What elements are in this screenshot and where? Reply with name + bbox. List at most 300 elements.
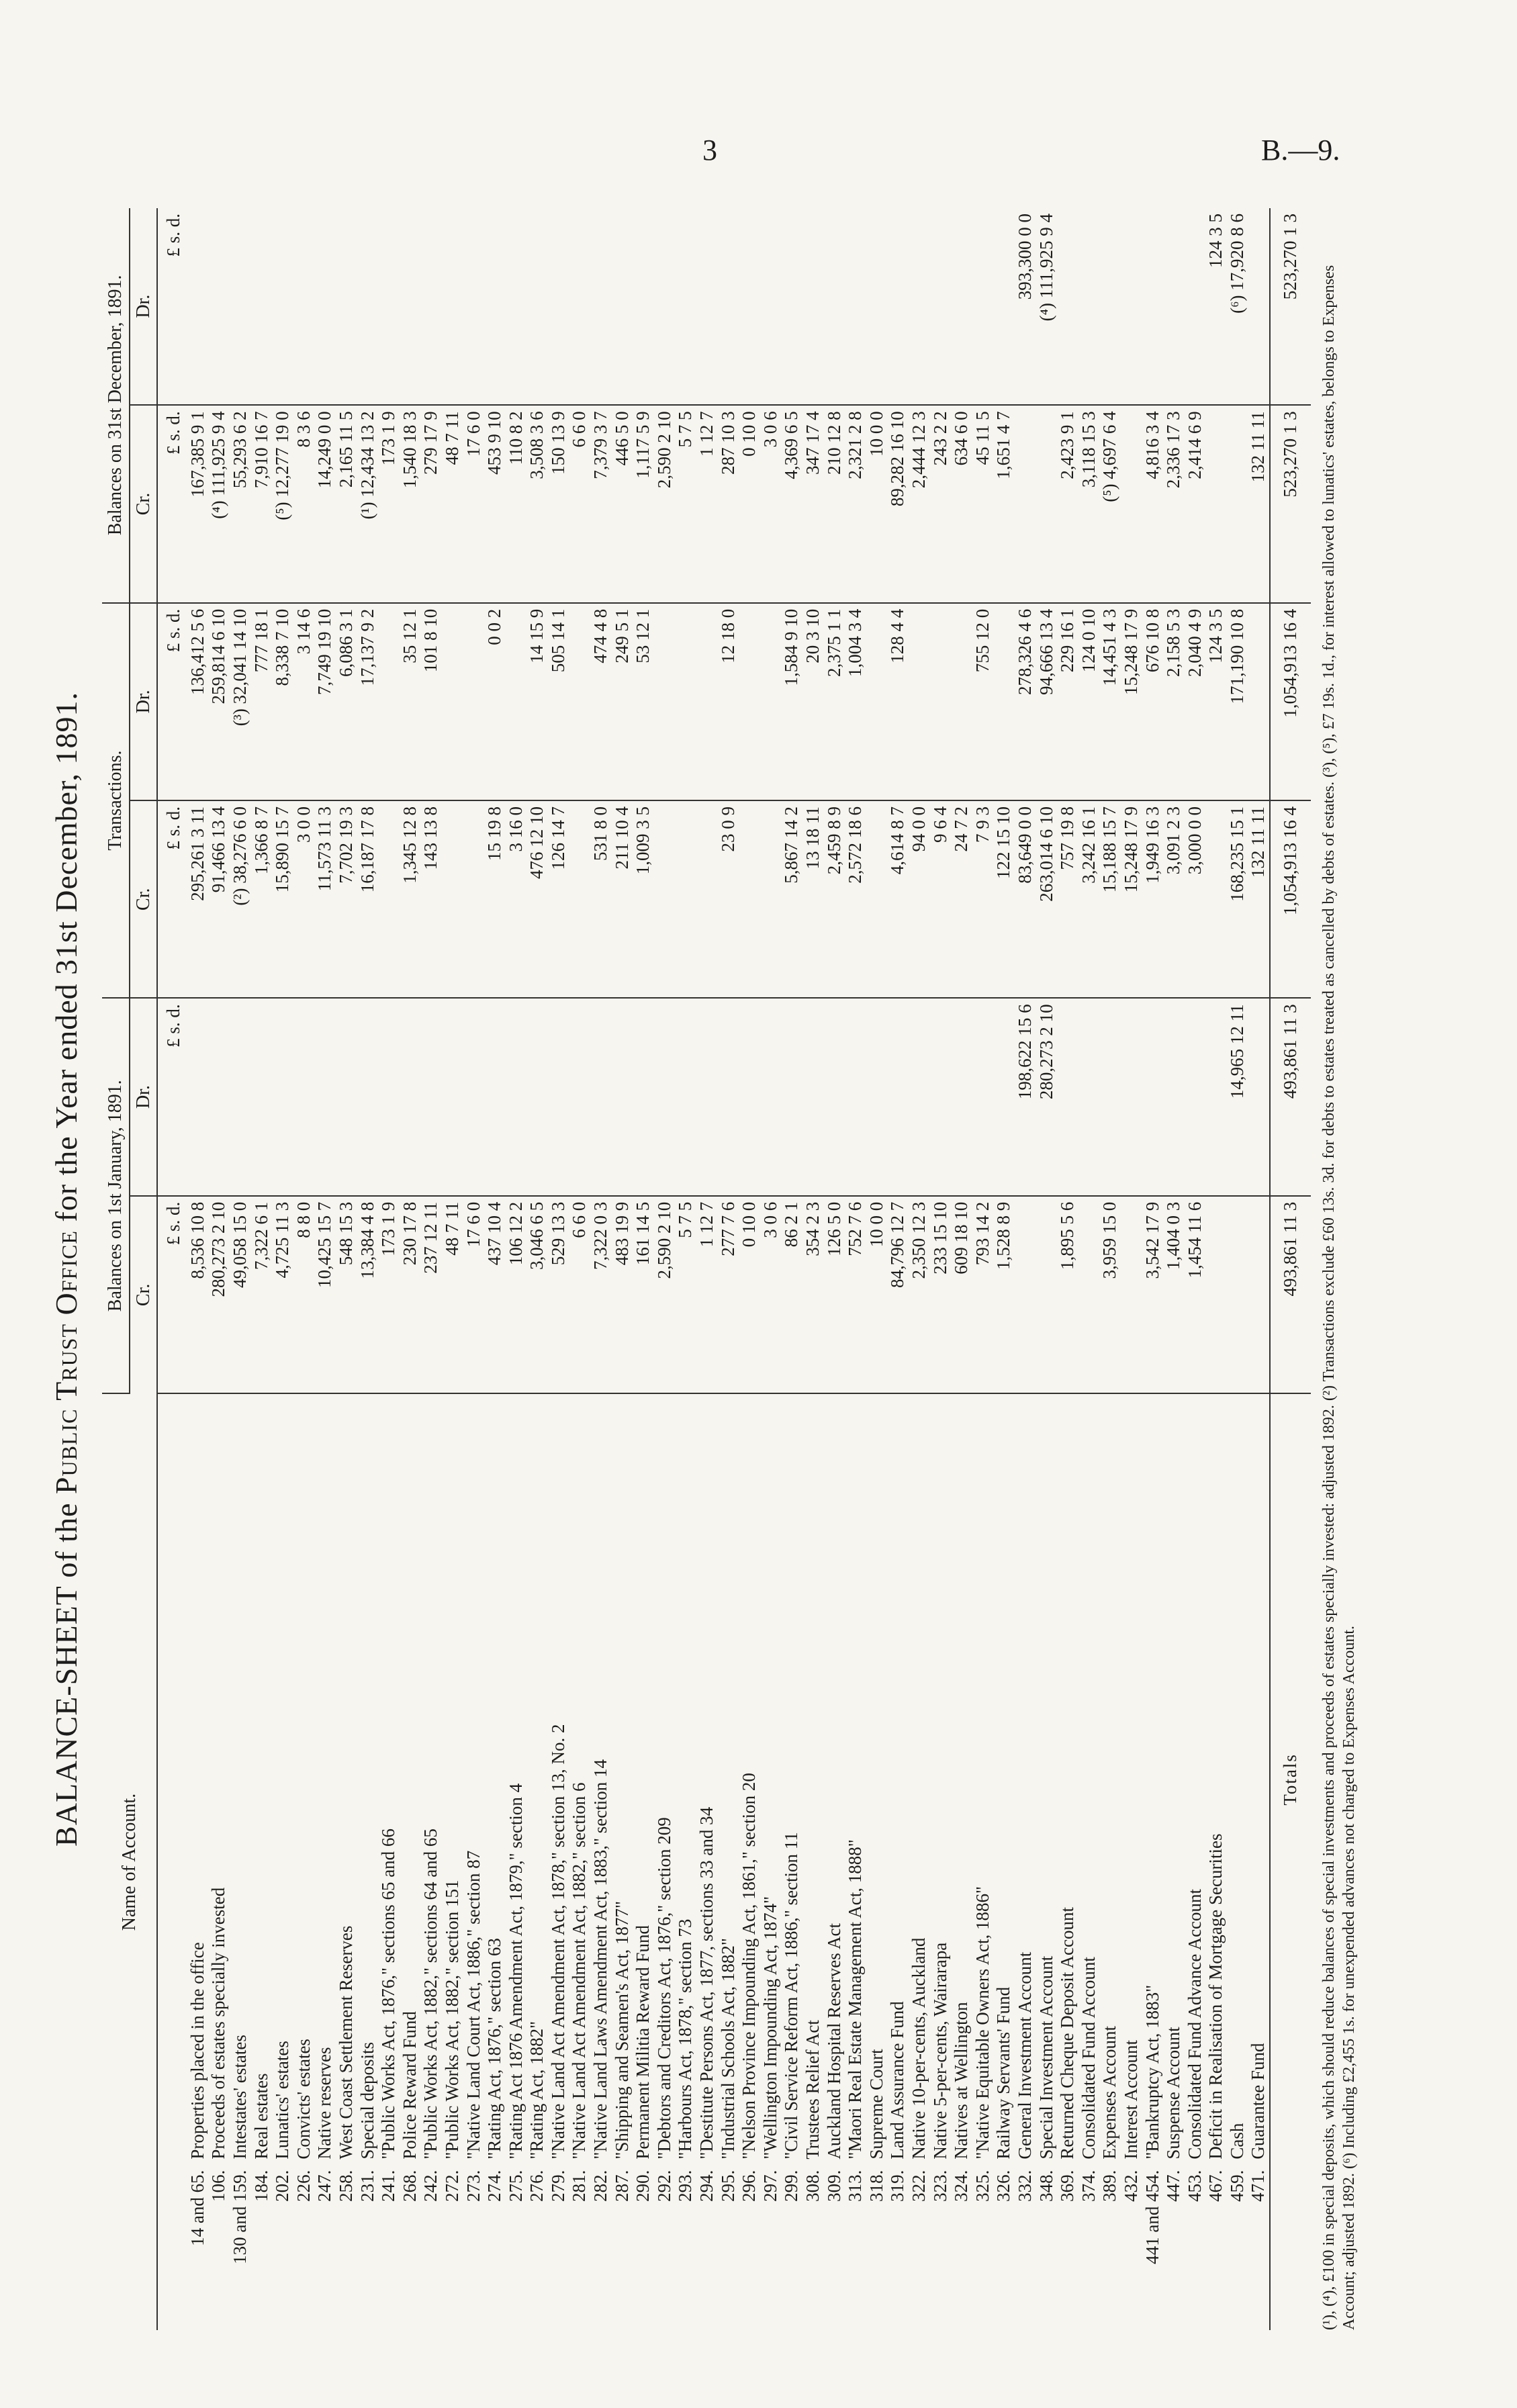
- transactions-dr: 474 4 8: [590, 603, 612, 800]
- transactions-dr: [463, 603, 485, 800]
- account-reference: 348.: [1036, 2170, 1056, 2202]
- name-header: Name of Account.: [102, 1393, 157, 2330]
- account-reference: 308.: [802, 2170, 823, 2202]
- table-row: [1142, 208, 1164, 2330]
- transactions-cr: 24 7 2: [951, 800, 972, 998]
- closing-dr: [187, 208, 209, 405]
- transactions-cr: 15 19 8: [484, 800, 506, 998]
- transactions-dr: [696, 603, 718, 800]
- closing-cr: (⁴) 111,925 9 4: [208, 405, 230, 602]
- transactions-cr: 1,009 3 5: [633, 800, 654, 998]
- opening-dr: [633, 998, 654, 1195]
- closing-dr: [654, 208, 676, 405]
- opening-dr: [314, 998, 336, 1195]
- account-name: "Shipping and Seamen's Act, 1877": [611, 1901, 632, 2160]
- table-row: [293, 208, 315, 2330]
- transactions-cr: [1205, 800, 1227, 998]
- opening-dr-header: Dr.: [130, 998, 158, 1195]
- closing-dr: [1099, 208, 1121, 405]
- account-reference: 294.: [696, 2170, 717, 2202]
- closing-cr: (¹) 12,434 13 2: [357, 405, 379, 602]
- transactions-cr: 23 0 9: [718, 800, 739, 998]
- transactions-dr: 12 18 0: [718, 603, 739, 800]
- closing-cr: 14,249 0 0: [314, 405, 336, 602]
- opening-dr: [718, 998, 739, 1195]
- table-row: [781, 208, 802, 2330]
- transactions-dr: 0 0 2: [484, 603, 506, 800]
- closing-cr: [1227, 405, 1248, 602]
- account-reference: 268.: [399, 2170, 420, 2202]
- closing-dr: [1121, 208, 1142, 405]
- table-row: [484, 208, 506, 2330]
- account-reference: 184.: [250, 2170, 271, 2202]
- transactions-cr: 1,345 12 8: [400, 800, 421, 998]
- account-reference: 471.: [1248, 2170, 1269, 2202]
- footnote-text: (¹), (⁴), £100 in special deposits, which should reduce balances of special investments and proceeds of estates specially invested: adjusted 1892. (²) Transactions exclude £60 13s. 3d. for debts to estates treated as cancelled by debts of estates. (³), (⁵), £7 19s. 1d., for interest allowed to lunatics' estates, belongs to Expenses Account; adjusted 1892. (⁶) Including £2,455 1s. for unexpended advances not charged to Expenses Account.: [1320, 265, 1358, 2330]
- transactions-cr: 3,091 2 3: [1163, 800, 1185, 998]
- closing-dr: [845, 208, 866, 405]
- closing-cr: 1,117 5 9: [633, 405, 654, 602]
- transactions-cr: [442, 800, 463, 998]
- opening-cr: [1248, 1196, 1270, 1393]
- transactions-dr: 755 12 0: [972, 603, 994, 800]
- closing-dr: [314, 208, 336, 405]
- transactions-cr: 1,366 8 7: [251, 800, 273, 998]
- opening-cr: 483 19 9: [612, 1196, 633, 1393]
- opening-dr: [208, 998, 230, 1195]
- table-row: [845, 208, 866, 2330]
- account-name: Trustees Relief Act: [802, 2020, 823, 2160]
- closing-cr: [1205, 405, 1227, 602]
- account-name: Proceeds of estates specially invested: [208, 1887, 229, 2160]
- total-transactions-dr: 1,054,913 16 4: [1270, 603, 1311, 800]
- opening-cr: [1036, 1196, 1058, 1393]
- closing-dr: [272, 208, 293, 405]
- transactions-cr: 3,000 0 0: [1185, 800, 1206, 998]
- closing-dr: [824, 208, 845, 405]
- closing-cr-header: Cr.: [130, 405, 158, 602]
- account-name: "Bankruptcy Act, 1883": [1142, 1984, 1162, 2160]
- opening-cr: 233 15 10: [930, 1196, 952, 1393]
- transactions-dr: 136,412 5 6: [187, 603, 209, 800]
- account-name: "Nelson Province Impounding Act, 1861," section 20: [739, 1773, 760, 2160]
- table-row: [1227, 208, 1248, 2330]
- closing-dr: [951, 208, 972, 405]
- table-row: [400, 208, 421, 2330]
- opening-dr: [845, 998, 866, 1195]
- closing-dr: [463, 208, 485, 405]
- transactions-dr: [993, 603, 1015, 800]
- transactions-cr: 2,459 8 9: [824, 800, 845, 998]
- account-reference: 247.: [314, 2170, 335, 2202]
- closing-dr: [633, 208, 654, 405]
- opening-cr: 1,528 8 9: [993, 1196, 1015, 1393]
- closing-dr: [378, 208, 400, 405]
- table-row: [251, 208, 273, 2330]
- opening-cr: 48 7 11: [442, 1196, 463, 1393]
- opening-cr: 86 2 1: [781, 1196, 802, 1393]
- transactions-dr: [951, 603, 972, 800]
- account-reference: 326.: [993, 2170, 1014, 2202]
- units-label: £ s. d.: [157, 405, 187, 602]
- opening-cr: 1,454 11 6: [1185, 1196, 1206, 1393]
- closing-dr: [675, 208, 696, 405]
- transactions-dr: [675, 603, 696, 800]
- account-name: Auckland Hospital Reserves Act: [823, 1923, 844, 2160]
- opening-dr: 280,273 2 10: [1036, 998, 1058, 1195]
- account-name: Native 5-per-cents, Wairarapa: [929, 1942, 950, 2160]
- closing-dr: [739, 208, 760, 405]
- closing-cr: 3,118 15 3: [1078, 405, 1100, 602]
- account-reference: 258.: [335, 2170, 356, 2202]
- transactions-dr: 505 14 1: [548, 603, 569, 800]
- closing-cr: 45 11 5: [972, 405, 994, 602]
- account-name: Convicts' estates: [293, 2039, 314, 2160]
- transactions-cr: 2,572 18 6: [845, 800, 866, 998]
- transactions-dr: 35 12 1: [400, 603, 421, 800]
- account-name: Consolidated Fund Account: [1078, 1957, 1099, 2160]
- closing-dr: [420, 208, 442, 405]
- closing-cr: 3,508 3 6: [526, 405, 548, 602]
- transactions-dr: 128 4 4: [887, 603, 909, 800]
- transactions-dr: [654, 603, 676, 800]
- closing-dr: [612, 208, 633, 405]
- account-reference: 281.: [569, 2170, 590, 2202]
- opening-dr: [654, 998, 676, 1195]
- account-reference: 295.: [717, 2170, 738, 2202]
- transactions-dr: 2,158 5 3: [1163, 603, 1185, 800]
- transactions-cr: [569, 800, 590, 998]
- closing-cr: 2,165 11 5: [336, 405, 357, 602]
- account-reference: 274.: [484, 2170, 505, 2202]
- opening-dr: [569, 998, 590, 1195]
- transactions-cr: 16,187 17 8: [357, 800, 379, 998]
- account-name: Railway Servants' Fund: [993, 1986, 1014, 2160]
- account-name: "Public Works Act, 1882," section 151: [441, 1880, 462, 2160]
- opening-cr: 793 14 2: [972, 1196, 994, 1393]
- total-opening-dr: 493,861 11 3: [1270, 998, 1311, 1195]
- closing-dr: [802, 208, 824, 405]
- opening-cr: 13,384 4 8: [357, 1196, 379, 1393]
- table-row: [802, 208, 824, 2330]
- opening-dr: [1057, 998, 1078, 1195]
- closing-cr: 4,369 6 5: [781, 405, 802, 602]
- transactions-dr: [760, 603, 782, 800]
- closing-cr: 173 1 9: [378, 405, 400, 602]
- account-reference: 273.: [463, 2170, 484, 2202]
- transactions-dr: 1,004 3 4: [845, 603, 866, 800]
- closing-cr: 287 10 3: [718, 405, 739, 602]
- closing-cr: 2,414 6 9: [1185, 405, 1206, 602]
- table-row: [993, 208, 1015, 2330]
- opening-cr-header: Cr.: [130, 1196, 158, 1393]
- transactions-cr: 295,261 3 11: [187, 800, 209, 998]
- account-reference: 432.: [1120, 2170, 1141, 2202]
- transactions-dr: 3 14 6: [293, 603, 315, 800]
- account-reference: 309.: [823, 2170, 844, 2202]
- opening-dr: [1099, 998, 1121, 1195]
- document-code: B.—9.: [1261, 134, 1340, 167]
- transactions-cr: 9 6 4: [930, 800, 952, 998]
- table-row: [336, 208, 357, 2330]
- account-reference: 226.: [293, 2170, 314, 2202]
- closing-dr: 124 3 5: [1205, 208, 1227, 405]
- account-name: "Debtors and Creditors Act, 1876," section 209: [653, 1817, 674, 2160]
- opening-cr: 354 2 3: [802, 1196, 824, 1393]
- closing-dr: [1248, 208, 1270, 405]
- account-name: Interest Account: [1120, 2039, 1141, 2160]
- transactions-cr: 94 0 0: [909, 800, 930, 998]
- opening-dr: [526, 998, 548, 1195]
- closing-cr: 0 10 0: [739, 405, 760, 602]
- opening-cr: [1078, 1196, 1100, 1393]
- account-name: Native reserves: [314, 2047, 335, 2160]
- table-row: [569, 208, 590, 2330]
- opening-dr: [951, 998, 972, 1195]
- account-reference: 324.: [951, 2170, 972, 2202]
- closing-cr: 347 17 4: [802, 405, 824, 602]
- account-reference: 130 and 159.: [229, 2170, 250, 2264]
- closing-cr: 17 6 0: [463, 405, 485, 602]
- account-reference: 106.: [208, 2170, 229, 2202]
- transactions-cr: 5,867 14 2: [781, 800, 802, 998]
- closing-cr: 110 8 2: [506, 405, 527, 602]
- transactions-cr: 132 11 11: [1248, 800, 1270, 998]
- closing-cr: 167,385 9 1: [187, 405, 209, 602]
- transactions-cr: 168,235 15 1: [1227, 800, 1248, 998]
- opening-cr: 126 5 0: [824, 1196, 845, 1393]
- title-office: Public Trust Office: [49, 1230, 83, 1495]
- closing-cr: 453 9 10: [484, 405, 506, 602]
- closing-dr: [909, 208, 930, 405]
- closing-cr: 1,540 18 3: [400, 405, 421, 602]
- table-row: [1205, 208, 1227, 2330]
- transactions-cr: 4,614 8 7: [887, 800, 909, 998]
- account-reference: 389.: [1099, 2170, 1120, 2202]
- table-row: [951, 208, 972, 2330]
- account-reference: 322.: [908, 2170, 929, 2202]
- closing-dr: [887, 208, 909, 405]
- account-name: Native 10-per-cents, Auckland: [908, 1937, 929, 2160]
- closing-dr: [506, 208, 527, 405]
- transactions-dr: 53 12 1: [633, 603, 654, 800]
- closing-dr: [484, 208, 506, 405]
- transactions-dr: 94,666 13 4: [1036, 603, 1058, 800]
- opening-dr: [824, 998, 845, 1195]
- table-row: [548, 208, 569, 2330]
- account-name: Special Investment Account: [1036, 1955, 1056, 2160]
- account-name: Supreme Court: [866, 2049, 886, 2160]
- table-row: [1185, 208, 1206, 2330]
- account-reference: 313.: [845, 2170, 866, 2202]
- opening-cr: 161 14 5: [633, 1196, 654, 1393]
- account-reference: 332.: [1014, 2170, 1035, 2202]
- account-reference: 323.: [929, 2170, 950, 2202]
- opening-cr: 3,959 15 0: [1099, 1196, 1121, 1393]
- table-row: [590, 208, 612, 2330]
- opening-dr: [887, 998, 909, 1195]
- opening-dr: [590, 998, 612, 1195]
- total-transactions-cr: 1,054,913 16 4: [1270, 800, 1311, 998]
- table-row: [633, 208, 654, 2330]
- account-name: Guarantee Fund: [1248, 2043, 1269, 2160]
- account-name: Natives at Wellington: [951, 2002, 972, 2160]
- table-row: [526, 208, 548, 2330]
- table-row: [420, 208, 442, 2330]
- opening-cr: 106 12 2: [506, 1196, 527, 1393]
- closing-dr: [526, 208, 548, 405]
- account-name: "Native Land Act Amendment Act, 1882," section 6: [569, 1782, 590, 2160]
- table-row: [208, 208, 230, 2330]
- account-name: "Public Works Act, 1876," sections 65 and 66: [378, 1828, 399, 2160]
- closing-dr: [590, 208, 612, 405]
- account-reference: 290.: [633, 2170, 653, 2202]
- account-reference: 202.: [272, 2170, 293, 2202]
- transactions-cr: 91,466 13 4: [208, 800, 230, 998]
- account-name: "Public Works Act, 1882," sections 64 and 65: [420, 1828, 441, 2160]
- transactions-dr: 124 3 5: [1205, 603, 1227, 800]
- opening-dr: [675, 998, 696, 1195]
- account-name: Police Reward Fund: [399, 2011, 420, 2160]
- table-row: [378, 208, 400, 2330]
- transactions-dr: 777 18 1: [251, 603, 273, 800]
- opening-cr: 0 10 0: [739, 1196, 760, 1393]
- account-name: West Coast Settlement Reserves: [335, 1925, 356, 2160]
- closing-cr: 3 0 6: [760, 405, 782, 602]
- account-reference: 299.: [781, 2170, 802, 2202]
- transactions-cr: 13 18 11: [802, 800, 824, 998]
- transactions-dr: 20 3 10: [802, 603, 824, 800]
- transactions-cr: 122 15 10: [993, 800, 1015, 998]
- total-opening-cr: 493,861 11 3: [1270, 1196, 1311, 1393]
- closing-cr: 210 12 8: [824, 405, 845, 602]
- closing-dr: [993, 208, 1015, 405]
- table-row: [696, 208, 718, 2330]
- account-name: Consolidated Fund Advance Account: [1184, 1888, 1205, 2160]
- account-name: "Rating Act, 1876," section 63: [484, 1938, 505, 2160]
- opening-cr: [1205, 1196, 1227, 1393]
- account-name: "Rating Act, 1882": [526, 2021, 547, 2160]
- closing-dr: [400, 208, 421, 405]
- units-label: £ s. d.: [157, 1196, 187, 1393]
- closing-cr: 6 6 0: [569, 405, 590, 602]
- opening-cr: 7,322 6 1: [251, 1196, 273, 1393]
- transactions-cr: 757 19 8: [1057, 800, 1078, 998]
- opening-dr: [548, 998, 569, 1195]
- table-row: [909, 208, 930, 2330]
- closing-cr: 7,379 3 7: [590, 405, 612, 602]
- closing-dr: [760, 208, 782, 405]
- transactions-cr: 531 8 0: [590, 800, 612, 998]
- transactions-cr: 15,248 17 9: [1121, 800, 1142, 998]
- closing-dr: [442, 208, 463, 405]
- transactions-dr: 17,137 9 2: [357, 603, 379, 800]
- account-name: Real estates: [250, 2073, 271, 2160]
- opening-dr: [866, 998, 888, 1195]
- table-row: [1099, 208, 1121, 2330]
- transactions-dr: [930, 603, 952, 800]
- closing-dr: [781, 208, 802, 405]
- opening-cr: 5 7 5: [675, 1196, 696, 1393]
- closing-cr: 446 5 0: [612, 405, 633, 602]
- opening-dr: [760, 998, 782, 1195]
- opening-cr: [1121, 1196, 1142, 1393]
- footnotes: [1319, 208, 1359, 2330]
- closing-cr: 7,910 16 7: [251, 405, 273, 602]
- total-closing-dr: 523,270 1 3: [1270, 208, 1311, 405]
- account-reference: 453.: [1184, 2170, 1205, 2202]
- opening-dr: [1142, 998, 1164, 1195]
- closing-dr: [293, 208, 315, 405]
- opening-cr: 1 12 7: [696, 1196, 718, 1393]
- opening-cr: 280,273 2 10: [208, 1196, 230, 1393]
- account-name: Expenses Account: [1099, 2025, 1120, 2160]
- transactions-dr: [1248, 603, 1270, 800]
- units-label: £ s. d.: [157, 603, 187, 800]
- transactions-cr: 3 0 0: [293, 800, 315, 998]
- opening-dr: 14,965 12 11: [1227, 998, 1248, 1195]
- transactions-cr: 143 13 8: [420, 800, 442, 998]
- transactions-cr: 11,573 11 3: [314, 800, 336, 998]
- opening-dr: [1205, 998, 1227, 1195]
- transactions-cr: [463, 800, 485, 998]
- transactions-cr: [739, 800, 760, 998]
- opening-dr: [293, 998, 315, 1195]
- opening-dr: [400, 998, 421, 1195]
- closing-dr: [251, 208, 273, 405]
- opening-dr: [420, 998, 442, 1195]
- closing-cr: (⁵) 4,697 6 4: [1099, 405, 1121, 602]
- closing-dr: [230, 208, 251, 405]
- opening-dr: [972, 998, 994, 1195]
- account-reference: 441 and 454.: [1142, 2170, 1162, 2264]
- transactions-cr-header: Cr.: [130, 800, 158, 998]
- transactions-cr: 7,702 19 3: [336, 800, 357, 998]
- opening-dr: [484, 998, 506, 1195]
- table-row: [866, 208, 888, 2330]
- transactions-cr: (²) 38,276 6 0: [230, 800, 251, 998]
- transactions-cr: 211 10 4: [612, 800, 633, 998]
- table-row: [718, 208, 739, 2330]
- transactions-dr: 171,190 10 8: [1227, 603, 1248, 800]
- opening-dr: 198,622 15 6: [1015, 998, 1036, 1195]
- opening-cr: 84,796 12 7: [887, 1196, 909, 1393]
- account-reference: 275.: [505, 2170, 526, 2202]
- transactions-dr: [909, 603, 930, 800]
- opening-dr: [781, 998, 802, 1195]
- account-name: "Rating Act 1876 Amendment Act, 1879," section 4: [505, 1783, 526, 2160]
- table-row: [887, 208, 909, 2330]
- table-row: [1015, 208, 1036, 2330]
- table-row: [930, 208, 952, 2330]
- opening-cr: 2,350 12 3: [909, 1196, 930, 1393]
- table-row: [739, 208, 760, 2330]
- opening-cr: 277 7 6: [718, 1196, 739, 1393]
- account-reference: 297.: [760, 2170, 780, 2202]
- opening-dr: [802, 998, 824, 1195]
- transactions-dr: 124 0 10: [1078, 603, 1100, 800]
- closing-cr: 2,423 9 1: [1057, 405, 1078, 602]
- account-reference: 296.: [739, 2170, 760, 2202]
- account-name: "Civil Service Reform Act, 1886," section 11: [781, 1832, 802, 2160]
- closing-dr: [1163, 208, 1185, 405]
- balance-sheet: [40, 208, 1390, 2330]
- account-name: "Native Land Laws Amendment Act, 1883," section 14: [590, 1759, 611, 2160]
- opening-cr: 7,322 0 3: [590, 1196, 612, 1393]
- closing-dr: [569, 208, 590, 405]
- closing-cr: 279 17 9: [420, 405, 442, 602]
- opening-cr: [1015, 1196, 1036, 1393]
